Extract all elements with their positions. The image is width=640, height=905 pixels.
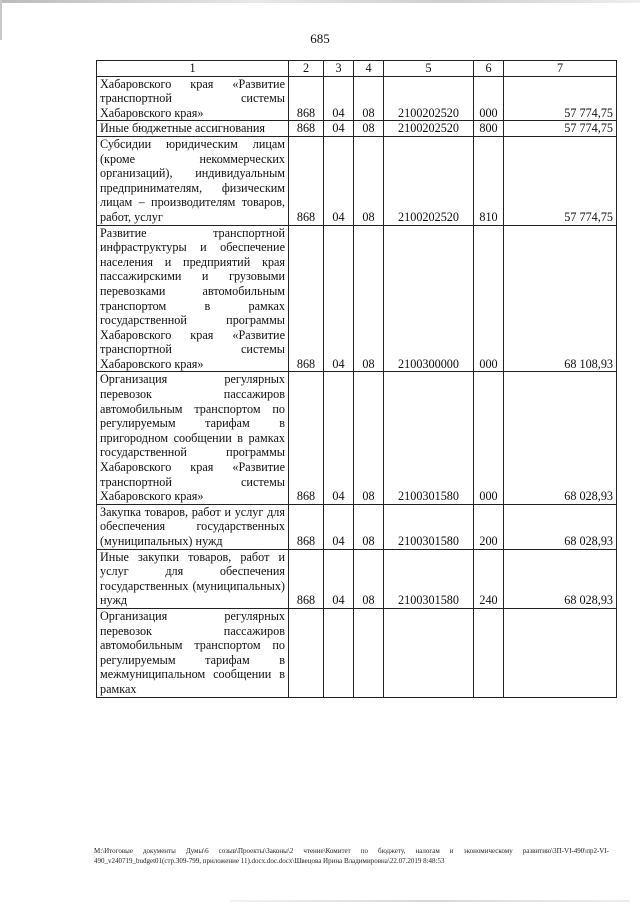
cell-amount: 57 774,75 [504,121,617,137]
cell-amount: 68 108,93 [504,225,617,372]
table-row [97,504,617,549]
cell-amount: 57 774,75 [504,76,617,121]
column-header: 4 [354,61,384,77]
cell-col4: 08 [354,76,384,121]
cell-col4: 08 [354,504,384,549]
cell-col5: 2100202520 [384,136,474,225]
cell-col3: 04 [324,372,354,504]
column-header: 7 [504,61,617,77]
table-row [97,136,617,225]
column-header: 2 [289,61,324,77]
cell-col6 [474,608,504,697]
cell-col3: 04 [324,225,354,372]
cell-col5 [384,608,474,697]
cell-col4: 08 [354,121,384,137]
row-name: Иные закупки товаров, работ и услуг для обеспечения государственных (муниципальных) нужд [97,549,289,608]
cell-col6: 000 [474,76,504,121]
row-name: Закупка товаров, работ и услуг для обеспечения государственных (муниципальных) нужд [97,504,289,549]
cell-amount [504,608,617,697]
column-header: 1 [97,61,289,77]
cell-col4 [354,608,384,697]
cell-col4: 08 [354,549,384,608]
table-row [97,372,617,504]
cell-col4: 08 [354,372,384,504]
cell-col5: 2100301580 [384,549,474,608]
cell-col2: 868 [289,225,324,372]
cell-col3: 04 [324,121,354,137]
cell-col6: 200 [474,504,504,549]
cell-col2 [289,608,324,697]
cell-amount: 57 774,75 [504,136,617,225]
table-row [97,76,617,121]
scan-edge-top [0,0,640,3]
cell-col2: 868 [289,372,324,504]
cell-col6: 240 [474,549,504,608]
cell-col3: 04 [324,549,354,608]
cell-col3 [324,608,354,697]
table-row [97,121,617,137]
cell-col2: 868 [289,136,324,225]
table-header-row [97,61,617,77]
cell-col3: 04 [324,136,354,225]
cell-col2: 868 [289,121,324,137]
cell-amount: 68 028,93 [504,504,617,549]
row-name: Организация регулярных перевозок пассажиров автомобильным транспортом по регулируемым тарифам в межмуниципальном сообщении в рамках [97,608,289,697]
budget-table [96,60,617,698]
column-header: 3 [324,61,354,77]
page-number: 685 [310,31,330,46]
row-name: Иные бюджетные ассигнования [97,121,289,137]
cell-col2: 868 [289,504,324,549]
cell-col6: 000 [474,372,504,504]
cell-col5: 2100301580 [384,504,474,549]
cell-col4: 08 [354,136,384,225]
cell-col6: 000 [474,225,504,372]
cell-col3: 04 [324,76,354,121]
table-row [97,225,617,372]
scan-edge-bottom [230,900,630,902]
row-name: Развитие транспортной инфраструктуры и обеспечение населения и предприятий края пассажирскими и грузовыми перевозками автомобильным транспортом в рамках государственной программы Хабаровского края «Развитие транспортной системы Хабаровского края» [97,225,289,372]
cell-col5: 2100301580 [384,372,474,504]
column-header: 6 [474,61,504,77]
cell-col2: 868 [289,76,324,121]
cell-col6: 810 [474,136,504,225]
cell-col4: 08 [354,225,384,372]
row-name: Организация регулярных перевозок пассажиров автомобильным транспортом по регулируемым тарифам в пригородном сообщении в рамках государственной программы Хабаровского края «Развитие транспортной системы Хабаровского края» [97,372,289,504]
table-row [97,608,617,697]
column-header: 5 [384,61,474,77]
cell-col3: 04 [324,504,354,549]
cell-col5: 2100202520 [384,121,474,137]
row-name: Хабаровского края «Развитие транспортной системы Хабаровского края» [97,76,289,121]
cell-col2: 868 [289,549,324,608]
cell-amount: 68 028,93 [504,372,617,504]
cell-amount: 68 028,93 [504,549,617,608]
cell-col5: 2100202520 [384,76,474,121]
cell-col6: 800 [474,121,504,137]
table-row [97,549,617,608]
row-name: Субсидии юридическим лицам (кроме некоммерческих организаций), индивидуальным предпринимателям, физическим лицам – производителям товаров, работ, услуг [97,136,289,225]
document-footer-path: M:\Итоговые документы Думы\6 созыв\Проекты\Законы\2 чтение\Комитет по бюджету, налогам и экономическому развитию\3П-VI-490\пр2-VI-490_v240719_budget01(стр.309-799, приложение 11).docx.doc.docx\Швецова Ирина Владимировна\22.07.2019 8:48:53 [94,847,609,865]
cell-col5: 2100300000 [384,225,474,372]
